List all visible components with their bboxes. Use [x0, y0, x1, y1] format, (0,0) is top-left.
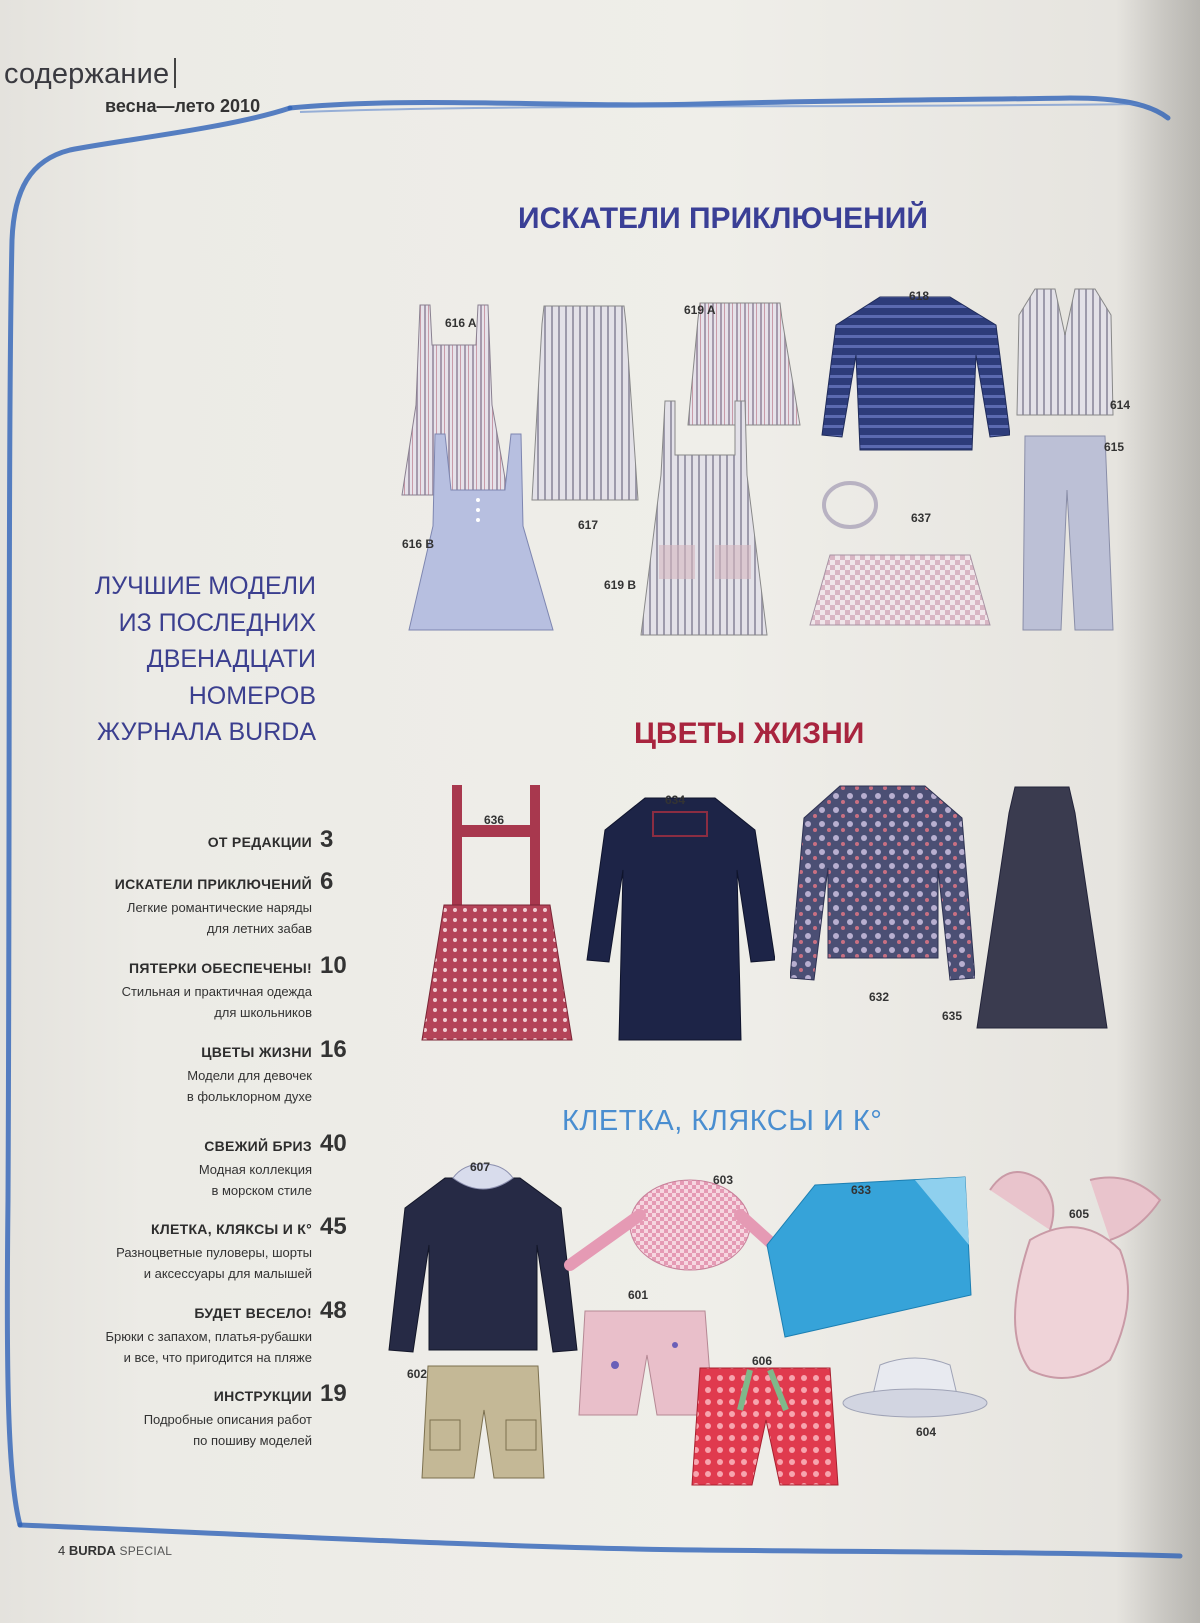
page-number: 4: [58, 1543, 66, 1558]
blue-blanket-633-image: [765, 1175, 975, 1345]
toc-description-line: в фольклорном духе: [186, 1089, 312, 1104]
striped-longsleeve-618-image: [820, 285, 1010, 460]
model-code-632: 632: [869, 990, 890, 1004]
model-code-634: 634: [665, 793, 686, 807]
model-code-604: 604: [916, 1425, 937, 1439]
toc-description: [144, 1409, 312, 1451]
toc-description-line: в морском стиле: [211, 1183, 312, 1198]
toc-description-line: Модели для девочек: [187, 1068, 312, 1083]
toc-page-number: 10: [320, 952, 347, 979]
model-code-605: 605: [1069, 1207, 1090, 1221]
toc-description-line: Легкие романтические наряды: [126, 900, 312, 915]
toc-page-number: 19: [320, 1380, 347, 1407]
toc-title: КЛЕТКА, КЛЯКСЫ И К°: [151, 1221, 312, 1237]
model-code-614: 614: [1110, 398, 1131, 412]
edition-name: SPECIAL: [119, 1544, 173, 1558]
cargo-shorts-602-image: [420, 1360, 545, 1485]
section-title-flowers-of-life: ЦВЕТЫ ЖИЗНИ: [634, 717, 865, 750]
striped-pinafore-619b-image: [635, 395, 775, 645]
intro-line: ИЗ ПОСЛЕДНИХ: [118, 608, 316, 637]
red-print-shorts-606-image: [690, 1360, 840, 1490]
trousers-615-image: [1015, 430, 1115, 640]
model-code-617: 617: [578, 518, 599, 532]
checked-bonnet-603-image: [560, 1165, 800, 1285]
intro-line: ДВЕНАДЦАТИ: [146, 645, 316, 673]
toc-description-line: Подробные описания работ: [143, 1412, 312, 1427]
toc-page-number: 40: [320, 1130, 347, 1157]
model-code-606: 606: [752, 1354, 773, 1368]
intro-text: [60, 568, 316, 751]
toc-title: ПЯТЕРКИ ОБЕСПЕЧЕНЫ!: [128, 960, 312, 976]
toc-title: ОТ РЕДАКЦИИ: [207, 834, 312, 850]
toc-description-line: Разноцветные пуловеры, шорты: [116, 1245, 312, 1260]
page-footer: [58, 1543, 172, 1558]
toc-title: ИНСТРУКЦИИ: [213, 1388, 312, 1404]
toc-page-number: 6: [320, 868, 334, 895]
apron-637-image: [790, 475, 1010, 635]
toy-moose-605-image: [970, 1160, 1175, 1390]
paisley-blouse-632-image: [790, 778, 975, 988]
toc-description-line: Стильная и практичная одежда: [121, 984, 312, 999]
intro-line: ЖУРНАЛА BURDA: [96, 718, 316, 746]
model-code-637: 637: [911, 511, 932, 525]
brand-name: BURDA: [68, 1543, 116, 1558]
model-code-603: 603: [713, 1173, 734, 1187]
toc-description: [187, 1065, 312, 1107]
toc-title: ИСКАТЕЛИ ПРИКЛЮЧЕНИЙ: [114, 876, 312, 892]
dark-pullover-607-image: [385, 1160, 580, 1360]
intro-line: НОМЕРОВ: [188, 681, 316, 710]
toc-page-number: 16: [320, 1036, 347, 1063]
model-code-635: 635: [942, 1009, 963, 1023]
model-code-615: 615: [1104, 440, 1125, 454]
model-code-618: 618: [909, 289, 930, 303]
toc-description: [105, 1326, 312, 1368]
section-title-adventurers: ИСКАТЕЛИ ПРИКЛЮЧЕНИЙ: [518, 202, 928, 235]
toc-page-number: 3: [320, 826, 334, 853]
model-code-607: 607: [470, 1160, 491, 1174]
model-code-633: 633: [851, 1183, 872, 1197]
toc-description: [127, 897, 312, 939]
model-code-619a: 619 A: [684, 303, 716, 317]
model-code-636: 636: [484, 813, 505, 827]
section-title-checks-blots: КЛЕТКА, КЛЯКСЫ И К°: [562, 1105, 883, 1137]
section-heading: содержание: [4, 58, 176, 91]
toc-description-line: Брюки с запахом, платья-рубашки: [105, 1329, 312, 1344]
sun-hat-604-image: [840, 1355, 990, 1420]
toc-title: СВЕЖИЙ БРИЗ: [204, 1138, 312, 1154]
toc-description-line: и аксессуары для малышей: [143, 1266, 312, 1281]
intro-line: ЛУЧШИЕ МОДЕЛИ: [94, 572, 316, 600]
toc-description-line: для школьников: [214, 1005, 312, 1020]
long-skirt-635-image: [975, 783, 1110, 1033]
striped-vest-614-image: [1015, 285, 1115, 420]
navy-dress-634-image: [585, 790, 775, 1045]
toc-description-line: и все, что пригодится на пляже: [123, 1350, 312, 1365]
toc-description: [199, 1159, 312, 1201]
toc-description-line: для летних забав: [206, 921, 312, 936]
model-code-601: 601: [628, 1288, 649, 1302]
toc-page-number: 45: [320, 1213, 347, 1240]
toc-description-line: Модная коллекция: [198, 1162, 312, 1177]
model-code-602: 602: [407, 1367, 428, 1381]
toc-page-number: 48: [320, 1297, 347, 1324]
toc-description: [116, 1242, 312, 1284]
issue-season: весна—лето 2010: [105, 96, 261, 116]
toc-title: БУДЕТ ВЕСЕЛО!: [194, 1305, 312, 1321]
toc-title: ЦВЕТЫ ЖИЗНИ: [201, 1044, 312, 1060]
model-code-619b: 619 B: [604, 578, 637, 592]
model-code-616a: 616 A: [445, 316, 477, 330]
model-code-616b: 616 B: [402, 537, 435, 551]
toc-description: [122, 981, 312, 1023]
toc-description-line: по пошиву моделей: [193, 1433, 312, 1448]
